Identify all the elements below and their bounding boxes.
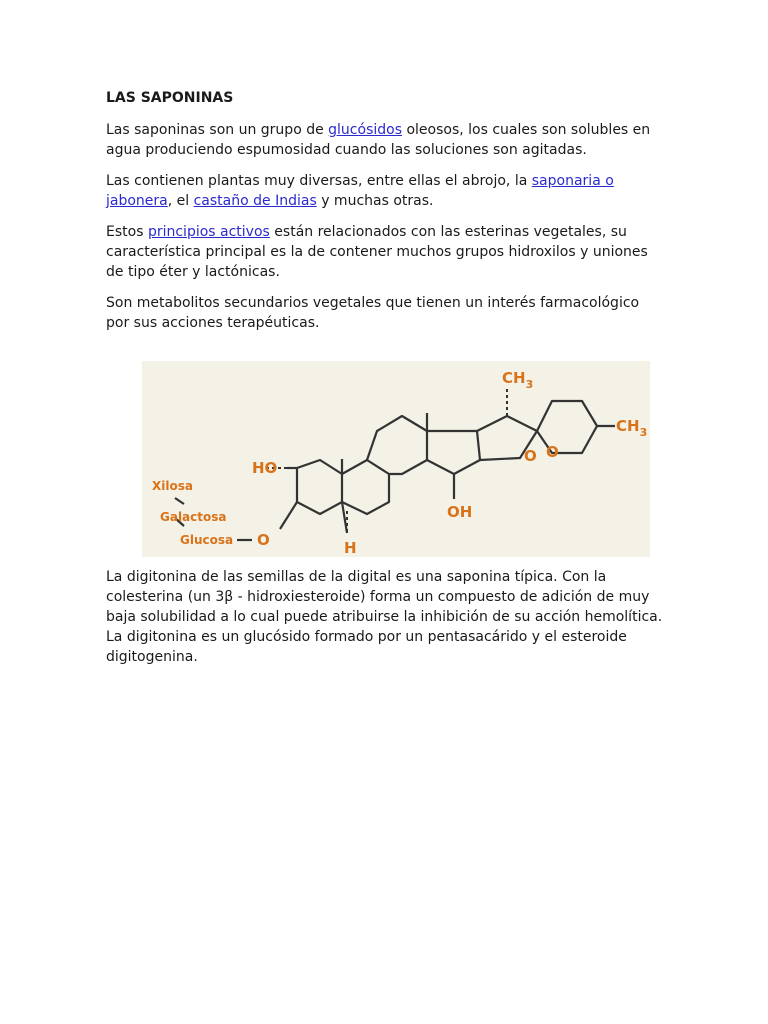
ring-d — [427, 431, 480, 474]
p2-text-after: y muchas otras. — [316, 193, 434, 209]
p3-text-after: están relacionados con las esterinas vegetales, su característica principal es la de contener muchos grupos hidroxilos y uniones de tipo éter y lactónicas. — [106, 224, 648, 280]
link-glucosidos[interactable]: glucósidos — [328, 122, 402, 138]
bond-xilosa-galactosa — [175, 498, 184, 504]
paragraph-4: Son metabolitos secundarios vegetales que tienen un interés farmacológico por sus acciones terapéuticas. — [106, 295, 640, 331]
label-galactosa: Galactosa — [160, 510, 227, 524]
bond-o-sugar — [280, 502, 297, 529]
link-saponaria[interactable]: saponaria o jabonera — [106, 173, 614, 209]
label-ch3-top-sub: 3 — [525, 378, 534, 391]
label-o-ring2: O — [546, 443, 559, 461]
p1-text-before: Las saponinas son un grupo de — [106, 122, 329, 138]
label-xilosa: Xilosa — [152, 479, 193, 493]
p2-text-mid: , el — [167, 193, 194, 209]
paragraph-1 — [106, 120, 666, 160]
label-h: H — [344, 539, 357, 557]
p1-text-after: oleosos, los cuales son solubles en agua produciendo espumosidad cuando las soluciones son agitadas. — [106, 122, 651, 158]
paragraph-2 — [106, 171, 666, 211]
label-ch3-top-main: CH — [502, 369, 526, 387]
label-ch3-right-sub: 3 — [639, 426, 648, 439]
p3-text-before: Estos — [106, 224, 148, 240]
paragraph-3 — [106, 222, 666, 282]
label-ch3-right-main: CH — [616, 417, 640, 435]
saponin-structure-figure — [142, 361, 650, 557]
link-castano-de-indias[interactable]: castaño de Indias — [193, 193, 317, 209]
paragraph-5: La digitonina de las semillas de la digital es una saponina típica. Con la colesterina (un 3β - hidroxiesteroide) forma un compuesto de adición de muy baja solubilidad a lo cual puede atribuirse la inhibición de su acción hemolítica. La digitonina es un glucósido formado por un pentasacárido y el esteroide digitogenina. — [106, 569, 663, 665]
label-glucosa: Glucosa — [180, 533, 234, 547]
steroid-structure-diagram — [142, 361, 650, 557]
p2-text-before: Las contienen plantas muy diversas, entre ellas el abrojo, la — [106, 173, 532, 189]
link-principios-activos[interactable]: principios activos — [147, 224, 270, 240]
document-body-after-figure — [106, 567, 666, 678]
ring-b — [342, 460, 389, 514]
label-o-ring1: O — [524, 447, 537, 465]
label-o-sugar: O — [257, 531, 270, 549]
ring-a — [297, 460, 342, 514]
label-ho: HO — [252, 459, 278, 477]
label-oh: OH — [447, 503, 473, 521]
label-ch3-right — [616, 417, 647, 439]
document-title: LAS SAPONINAS — [106, 90, 234, 106]
document-body — [106, 88, 666, 344]
label-ch3-top — [502, 369, 533, 391]
